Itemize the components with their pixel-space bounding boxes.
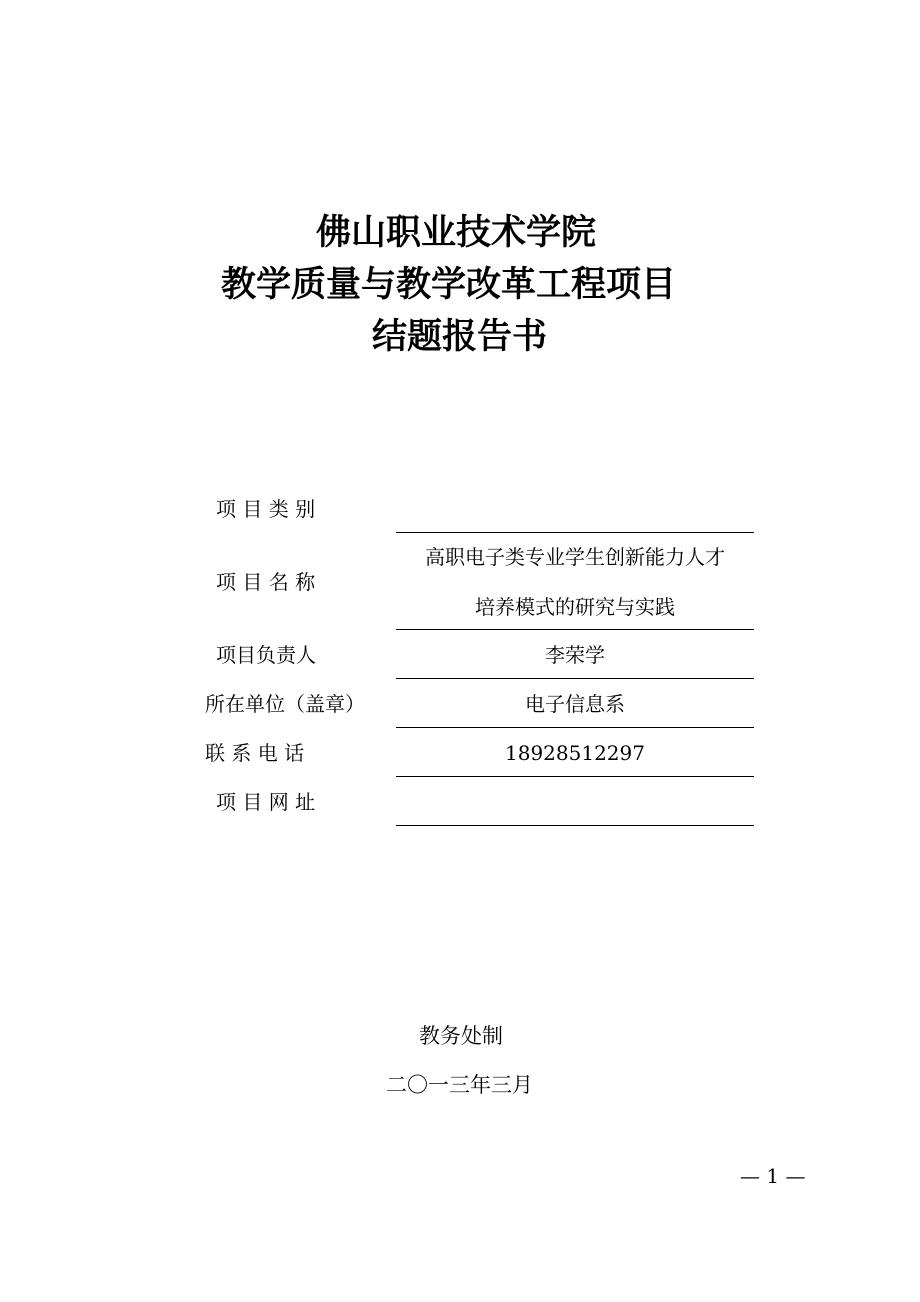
issuer-text: 教务处制 xyxy=(419,1024,503,1048)
unit-label: 所在单位（盖章） xyxy=(205,692,365,716)
website-underline xyxy=(396,825,754,826)
category-label: 项 目 类 别 xyxy=(216,497,316,521)
website-label: 项 目 网 址 xyxy=(216,790,316,814)
project-name-value-line1: 高职电子类专业学生创新能力人才 xyxy=(425,545,725,569)
issue-date: 二〇一三年三月 xyxy=(386,1073,533,1097)
leader-value: 李荣学 xyxy=(545,643,605,667)
category-underline xyxy=(396,532,754,533)
page-number: — 1 — xyxy=(740,1164,806,1188)
leader-underline xyxy=(396,678,754,679)
leader-label: 项目负责人 xyxy=(216,643,316,667)
project-name-label: 项 目 名 称 xyxy=(216,570,316,594)
title-line-report: 结题报告书 xyxy=(372,317,548,357)
title-line-institution: 佛山职业技术学院 xyxy=(316,213,597,253)
unit-underline xyxy=(396,727,754,728)
project-name-underline xyxy=(396,629,754,630)
phone-value: 18928512297 xyxy=(505,741,645,765)
unit-value: 电子信息系 xyxy=(525,692,625,716)
title-line-project-type: 教学质量与教学改革工程项目 xyxy=(221,265,677,305)
project-name-value-line2: 培养模式的研究与实践 xyxy=(475,595,675,619)
phone-underline xyxy=(396,776,754,777)
phone-label: 联 系 电 话 xyxy=(205,741,305,765)
